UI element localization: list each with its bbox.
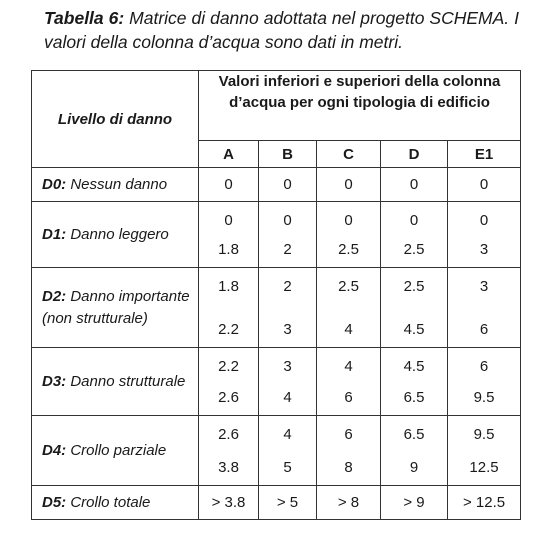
value-cell-b	[259, 486, 317, 520]
lower-value: 2.5	[403, 277, 425, 295]
caption-label: Tabella 6:	[44, 8, 125, 28]
threshold-value: 0	[479, 175, 489, 193]
value-cell-b	[259, 416, 317, 486]
value-cell-a	[199, 168, 259, 202]
upper-value: 9.5	[473, 388, 495, 406]
lower-value: 1.8	[218, 277, 239, 295]
damage-level-code: D0:	[42, 175, 67, 193]
threshold-value: > 9	[403, 493, 425, 511]
value-cell-b	[259, 268, 317, 348]
header-type-e1: E1	[448, 141, 521, 168]
upper-value: 2	[283, 240, 292, 258]
threshold-value: > 3.8	[211, 493, 246, 511]
upper-value: 4	[344, 320, 353, 338]
damage-matrix-table	[31, 70, 521, 520]
table-body	[32, 168, 521, 520]
value-cell-a	[199, 486, 259, 520]
caption-text: Matrice di danno adottata nel progetto SCHEMA. I valori della colonna d’acqua sono dati in metri.	[44, 8, 519, 52]
threshold-value: 0	[224, 175, 233, 193]
lower-value: 2.2	[218, 357, 239, 375]
value-cell-e1	[448, 348, 521, 416]
lower-value: 3	[479, 277, 489, 295]
header-water-column: Valori inferiori e superiori della colonna d’acqua per ogni tipologia di edificio	[199, 71, 521, 141]
lower-value: 6	[479, 357, 489, 375]
damage-level-cell	[32, 486, 199, 520]
value-cell-b	[259, 168, 317, 202]
lower-value: 9.5	[473, 425, 495, 443]
value-cell-a	[199, 202, 259, 268]
lower-value: 2	[283, 277, 292, 295]
damage-level-code: D3:	[42, 372, 67, 390]
value-cell-c	[317, 486, 381, 520]
lower-value: 6.5	[403, 425, 425, 443]
value-cell-a	[199, 268, 259, 348]
value-cell-c	[317, 168, 381, 202]
damage-level-name: Crollo totale	[66, 493, 151, 511]
table-row	[32, 416, 521, 486]
table-row	[32, 348, 521, 416]
value-cell-d	[381, 486, 448, 520]
value-cell-b	[259, 202, 317, 268]
threshold-value: > 12.5	[462, 493, 506, 511]
value-cell-d	[381, 348, 448, 416]
upper-value: 2.2	[218, 320, 239, 338]
value-cell-a	[199, 348, 259, 416]
value-cell-c	[317, 348, 381, 416]
upper-value: 8	[344, 458, 353, 476]
value-cell-e1	[448, 268, 521, 348]
upper-value: 4.5	[403, 320, 425, 338]
header-type-a: A	[199, 141, 259, 168]
value-cell-e1	[448, 202, 521, 268]
upper-value: 5	[283, 458, 292, 476]
upper-value: 2.5	[338, 240, 359, 258]
value-cell-c	[317, 268, 381, 348]
upper-value: 6.5	[403, 388, 425, 406]
upper-value: 12.5	[469, 458, 499, 476]
lower-value: 0	[344, 211, 353, 229]
threshold-value: 0	[344, 175, 353, 193]
damage-level-code: D1:	[42, 225, 67, 243]
table-row	[32, 168, 521, 202]
damage-level-name: Danno strutturale	[66, 372, 186, 390]
upper-value: 1.8	[218, 240, 239, 258]
damage-level-name: Crollo parziale	[66, 441, 167, 459]
header-type-b: B	[259, 141, 317, 168]
damage-level-name: Danno importante (non strutturale)	[42, 287, 190, 327]
damage-level-cell	[32, 268, 199, 348]
value-cell-b	[259, 348, 317, 416]
value-cell-d	[381, 168, 448, 202]
lower-value: 3	[283, 357, 292, 375]
upper-value: 3.8	[218, 458, 239, 476]
threshold-value: > 5	[276, 493, 299, 511]
threshold-value: > 8	[337, 493, 360, 511]
value-cell-d	[381, 416, 448, 486]
lower-value: 0	[283, 211, 292, 229]
damage-level-name: Danno leggero	[66, 225, 169, 243]
lower-value: 4	[344, 357, 353, 375]
lower-value: 2.6	[218, 425, 239, 443]
upper-value: 3	[479, 240, 489, 258]
table-row	[32, 202, 521, 268]
value-cell-e1	[448, 168, 521, 202]
lower-value: 0	[409, 211, 419, 229]
damage-level-code: D4:	[42, 441, 67, 459]
upper-value: 3	[283, 320, 292, 338]
lower-value: 6	[344, 425, 353, 443]
table-row	[32, 486, 521, 520]
upper-value: 2.6	[218, 388, 239, 406]
table-row	[32, 268, 521, 348]
damage-level-cell	[32, 348, 199, 416]
value-cell-d	[381, 268, 448, 348]
value-cell-e1	[448, 486, 521, 520]
value-cell-e1	[448, 416, 521, 486]
threshold-value: 0	[283, 175, 292, 193]
header-damage-level: Livello di danno	[32, 71, 199, 168]
upper-value: 4	[283, 388, 292, 406]
table-caption	[44, 6, 519, 54]
upper-value: 6	[344, 388, 353, 406]
upper-value: 9	[409, 458, 419, 476]
upper-value: 2.5	[403, 240, 425, 258]
header-type-c: C	[317, 141, 381, 168]
damage-level-name: Nessun danno	[66, 175, 168, 193]
value-cell-d	[381, 202, 448, 268]
damage-level-cell	[32, 202, 199, 268]
damage-level-cell	[32, 416, 199, 486]
damage-level-cell	[32, 168, 199, 202]
lower-value: 2.5	[338, 277, 359, 295]
threshold-value: 0	[409, 175, 419, 193]
lower-value: 0	[479, 211, 489, 229]
damage-level-code: D2:	[42, 287, 67, 305]
lower-value: 0	[224, 211, 233, 229]
lower-value: 4	[283, 425, 292, 443]
value-cell-a	[199, 416, 259, 486]
value-cell-c	[317, 416, 381, 486]
lower-value: 4.5	[403, 357, 425, 375]
header-type-d: D	[381, 141, 448, 168]
damage-level-code: D5:	[42, 493, 67, 511]
value-cell-c	[317, 202, 381, 268]
upper-value: 6	[479, 320, 489, 338]
